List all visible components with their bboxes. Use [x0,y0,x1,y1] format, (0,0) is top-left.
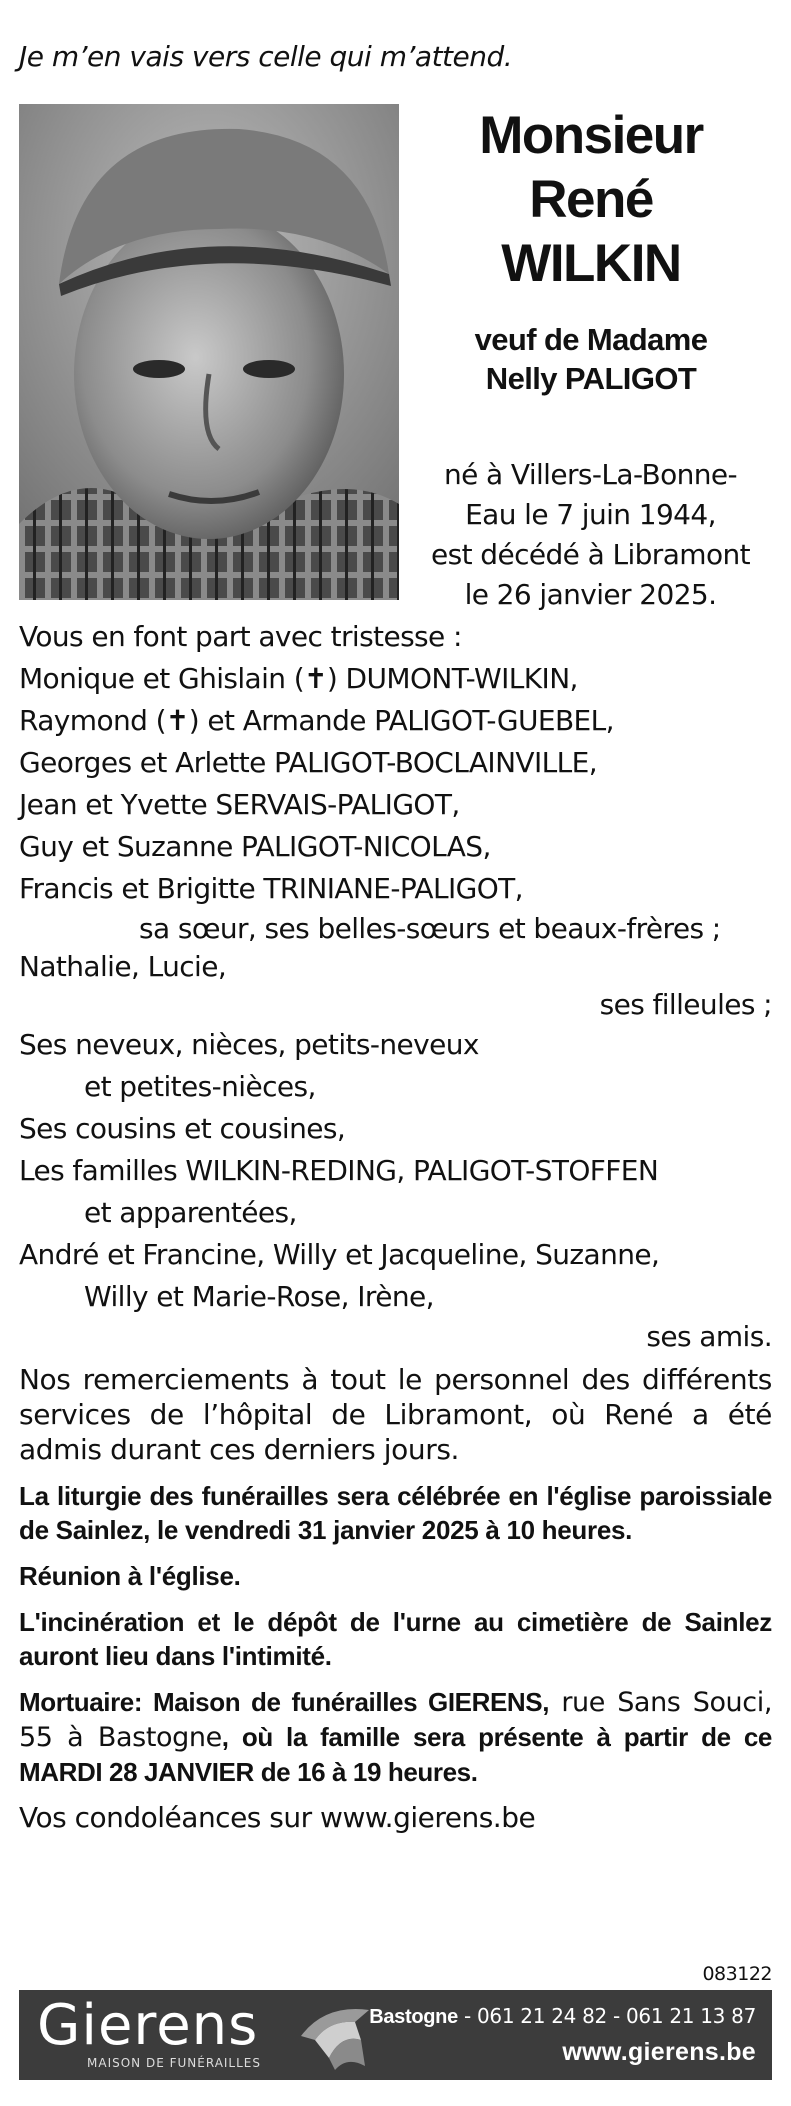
family-line: Guy et Suzanne PALIGOT-NICOLAS, [19,830,491,863]
nephews-line-1: Ses neveux, nièces, petits-neveux [19,1028,479,1061]
gierens-logo: Gierens [37,1993,259,2058]
logo-subtitle: MAISON DE FUNÉRAILLES [87,2056,262,2070]
website-link[interactable]: www.gierens.be [562,2038,756,2066]
city: Bastogne [369,2006,458,2028]
mortuary-label: Mortuaire: Maison de funérailles GIERENS, [19,1687,550,1717]
liturgy-paragraph: La liturgie des funérailles sera célébrée en l'église paroissiale de Sainlez, le vendredi 31 janvier 2025 à 10 heures. [19,1481,772,1545]
widow-of [410,320,772,398]
mortuary-presence: , où la famille sera présente à partir de ce MARDI 28 JANVIER de 16 à 19 heures. [19,1722,772,1787]
birth-line-4: le 26 janvier 2025. [464,578,717,611]
first-name: René [529,170,653,229]
birth-death-info [410,455,772,615]
cremation-paragraph: L'incinération et le dépôt de l'urne au cimetière de Sainlez auront lieu dans l'intimité. [19,1607,772,1671]
widow-line-1: veuf de Madame [474,322,708,357]
birth-line-2: Eau le 7 juin 1944, [465,498,716,531]
friends-line-2: Willy et Marie-Rose, Irène, [84,1280,434,1313]
widow-line-2: Nelly PALIGOT [485,361,697,396]
reference-number: 083122 [702,1963,772,1985]
announcement-body [19,616,772,1838]
family-line: Raymond (✝) et Armande PALIGOT-GUEBEL, [19,704,614,737]
birth-line-1: né à Villers-La-Bonne- [443,458,738,491]
friends-role: ses amis. [646,1320,772,1353]
families-line-2: et apparentées, [84,1196,297,1229]
funeral-home-footer [19,1990,772,2080]
godchildren-line: Nathalie, Lucie, [19,950,227,983]
contact-line [369,2004,756,2029]
mortuary-address: rue Sans Souci, 55 à Bastogne [19,1687,772,1753]
thanks-paragraph: Nos remerciements à tout le personnel des différents services de l’hôpital de Libramont, où René a été admis durant ces derniers jours. [19,1363,772,1466]
family-line: Jean et Yvette SERVAIS-PALIGOT, [19,788,460,821]
civility: Monsieur [479,106,703,165]
godchildren-role: ses filleules ; [599,988,772,1021]
phone-numbers: - 061 21 24 82 - 061 21 13 87 [457,2004,756,2028]
friends-line-1: André et Francine, Willy et Jacqueline, Suzanne, [19,1238,660,1271]
intro-line: Vous en font part avec tristesse : [19,620,462,653]
family-line: Monique et Ghislain (✝) DUMONT-WILKIN, [19,662,578,695]
mortuary-paragraph [19,1685,772,1790]
siblings-role: sa sœur, ses belles-sœurs et beaux-frères ; [139,912,721,945]
family-line: Georges et Arlette PALIGOT-BOCLAINVILLE, [19,746,598,779]
meeting-paragraph: Réunion à l'église. [19,1561,241,1591]
deceased-name-block [410,104,772,398]
portrait-image [19,104,399,600]
condolences-line: Vos condoléances sur www.gierens.be [19,1801,536,1834]
portrait-photo [19,104,399,600]
epitaph-quote: Je m’en vais vers celle qui m’attend. [19,40,513,73]
cousins-line: Ses cousins et cousines, [19,1112,346,1145]
emblem-icon [295,2000,375,2072]
nephews-line-2: et petites-nièces, [84,1070,316,1103]
last-name: WILKIN [501,234,681,293]
families-line-1: Les familles WILKIN-REDING, PALIGOT-STOFFEN [19,1154,659,1187]
birth-line-3: est décédé à Libramont [430,538,751,571]
family-line: Francis et Brigitte TRINIANE-PALIGOT, [19,872,523,905]
